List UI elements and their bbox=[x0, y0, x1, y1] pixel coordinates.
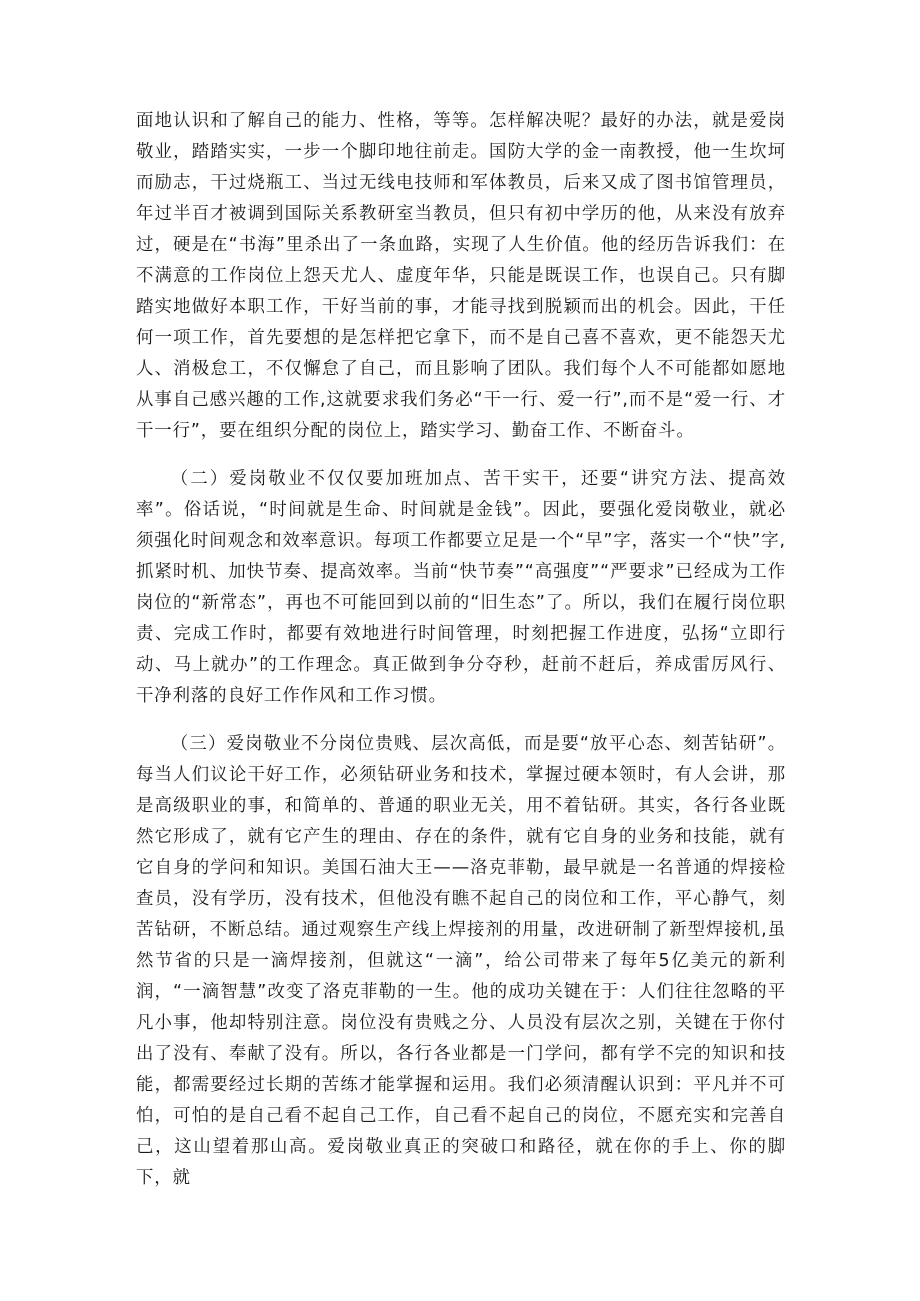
paragraph-section-three: （三）爱岗敬业不分岗位贵贱、层次高低，而是要“放平心态、刻苦钻研”。每当人们议论干好工作，必须钻研业务和技术，掌握过硬本领时，有人会讲，那是高级职业的事，和简单的、普通的职业无关，用不着钻研。其实，各行各业既然它形成了，就有它产生的理由、存在的条件，就有它自身的业务和技能，就有它自身的学问和知识。美国石油大王——洛克菲勒，最早就是一名普通的焊接检查员，没有学历，没有技术，但他没有瞧不起自己的岗位和工作，平心静气，刻苦钻研，不断总结。通过观察生产线上焊接剂的用量，改进研制了新型焊接机,虽然节省的只是一滴焊接剂，但就这“一滴”，给公司带来了每年5亿美元的新利润，“一滴智慧”改变了洛克菲勒的一生。他的成功关键在于：人们往往忽略的平凡小事，他却特别注意。岗位没有贵贱之分、人员没有层次之别，关键在于你付出了没有、奉献了没有。所以，各行各业都是一门学问，都有学不完的知识和技能，都需要经过长期的苦练才能掌握和运用。我们必须清醒认识到：平凡并不可怕，可怕的是自己看不起自己工作，自己看不起自己的岗位，不愿充实和完善自己，这山望着那山高。爱岗敬业真正的突破口和路径，就在你的手上、你的脚下，就 bbox=[136, 734, 786, 1188]
document-body bbox=[136, 106, 786, 1211]
paragraph-section-two: （二）爱岗敬业不仅仅要加班加点、苦干实干，还要“讲究方法、提高效率”。俗话说，“时间就是生命、时间就是金钱”。因此，要强化爱岗敬业，就必须强化时间观念和效率意识。每项工作都要立足是一个“早”字，落实一个“快”字,抓紧时机、加快节奏、提高效率。当前“快节奏”“高强度”“严要求”已经成为工作岗位的“新常态”，再也不可能回到以前的“旧生态”了。所以，我们在履行岗位职责、完成工作时，都要有效地进行时间管理，时刻把握工作进度，弘扬“立即行动、马上就办”的工作理念。真正做到争分夺秒，赶前不赶后，养成雷厉风行、干净利落的良好工作作风和工作习惯。 bbox=[136, 469, 786, 706]
paragraph-continuation: 面地认识和了解自己的能力、性格，等等。怎样解决呢？最好的办法，就是爱岗敬业，踏踏实实，一步一个脚印地往前走。国防大学的金一南教授，他一生坎坷而励志，干过烧瓶工、当过无线电技师和军体教员，后来又成了图书馆管理员，年过半百才被调到国际关系教研室当教员，但只有初中学历的他，从来没有放弃过，硬是在“书海”里杀出了一条血路，实现了人生价值。他的经历告诉我们：在不满意的工作岗位上怨天尤人、虚度年华，只能是既误工作，也误自己。只有脚踏实地做好本职工作，干好当前的事，才能寻找到脱颖而出的机会。因此，干任何一项工作，首先要想的是怎样把它拿下，而不是自己喜不喜欢，更不能怨天尤人、消极怠工，不仅懈怠了自己，而且影响了团队。我们每个人不可能都如愿地从事自己感兴趣的工作,这就要求我们务必“干一行、爱一行”,而不是“爱一行、才干一行”，要在组织分配的岗位上，踏实学习、勤奋工作、不断奋斗。 bbox=[136, 111, 786, 441]
